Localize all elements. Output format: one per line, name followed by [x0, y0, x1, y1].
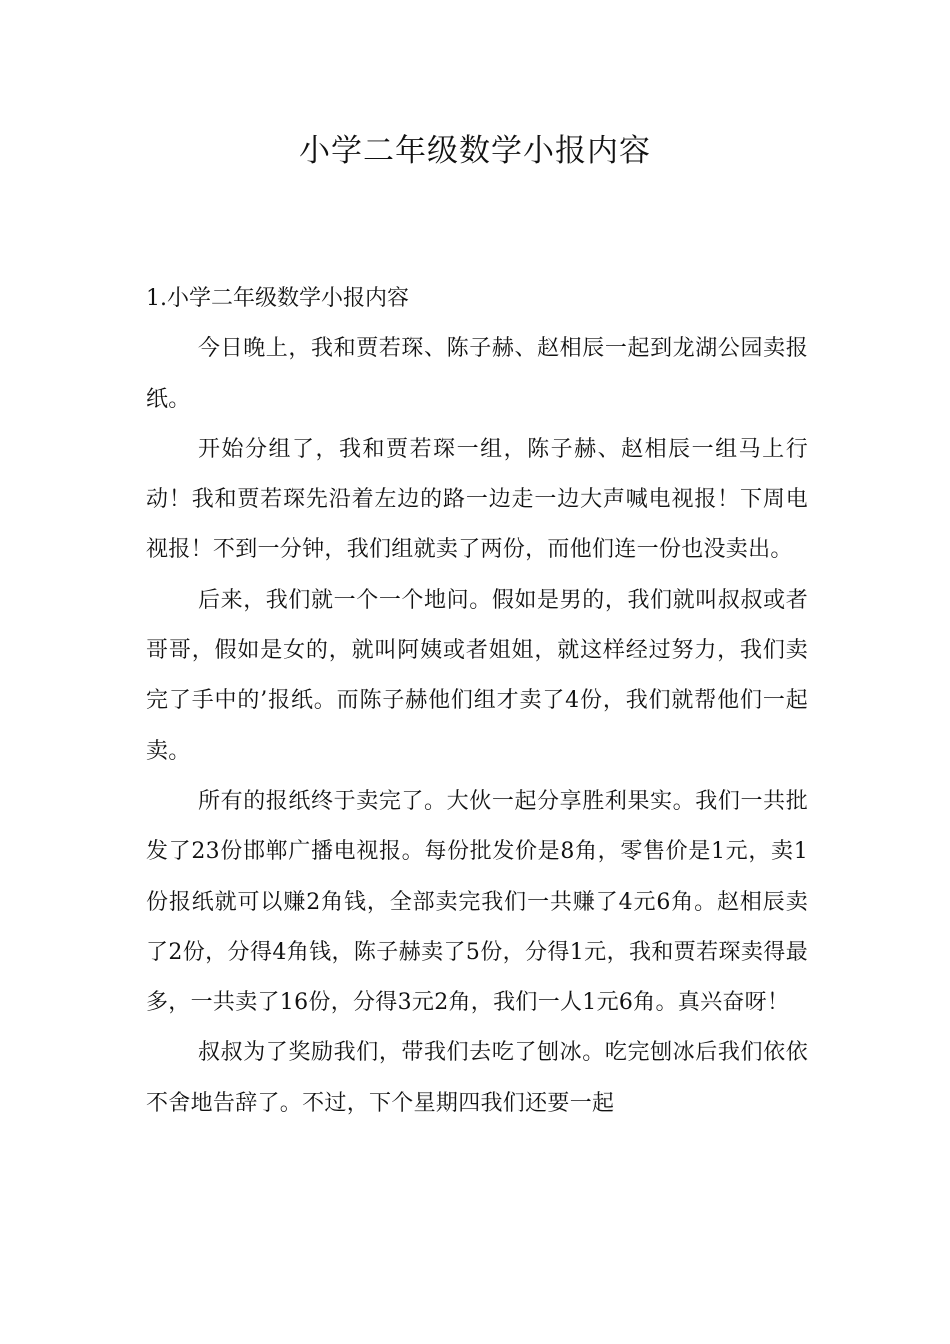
- document-body: [146, 274, 808, 1129]
- paragraph-4: 所有的报纸终于卖完了。大伙一起分享胜利果实。我们一共批发了23份邯郸广播电视报。每份批发价是8角，零售价是1元，卖1份报纸就可以赚2角钱，全部卖完我们一共赚了4元6角。赵相辰卖了2份，分得4角钱，陈子赫卖了5份，分得1元，我和贾若琛卖得最多，一共卖了16份，分得3元2角，我们一人1元6角。真兴奋呀！: [146, 788, 808, 1016]
- paragraph-1: 今日晚上，我和贾若琛、陈子赫、赵相辰一起到龙湖公园卖报纸。: [146, 336, 808, 412]
- paragraph-5: 叔叔为了奖励我们，带我们去吃了刨冰。吃完刨冰后我们依依不舍地告辞了。不过，下个星期四我们还要一起: [146, 1040, 808, 1116]
- page-title: 小学二年级数学小报内容: [299, 133, 651, 169]
- paragraph-2: 开始分组了，我和贾若琛一组，陈子赫、赵相辰一组马上行动！我和贾若琛先沿着左边的路一边走一边大声喊电视报！下周电视报！不到一分钟，我们组就卖了两份，而他们连一份也没卖出。: [146, 436, 808, 563]
- section-heading: 1.小学二年级数学小报内容: [146, 286, 409, 311]
- paragraph-3: 后来，我们就一个一个地问。假如是男的，我们就叫叔叔或者哥哥，假如是女的，就叫阿姨或者姐姐，就这样经过努力，我们卖完了手中的’报纸。而陈子赫他们组才卖了4份，我们就帮他们一起卖。: [146, 587, 808, 764]
